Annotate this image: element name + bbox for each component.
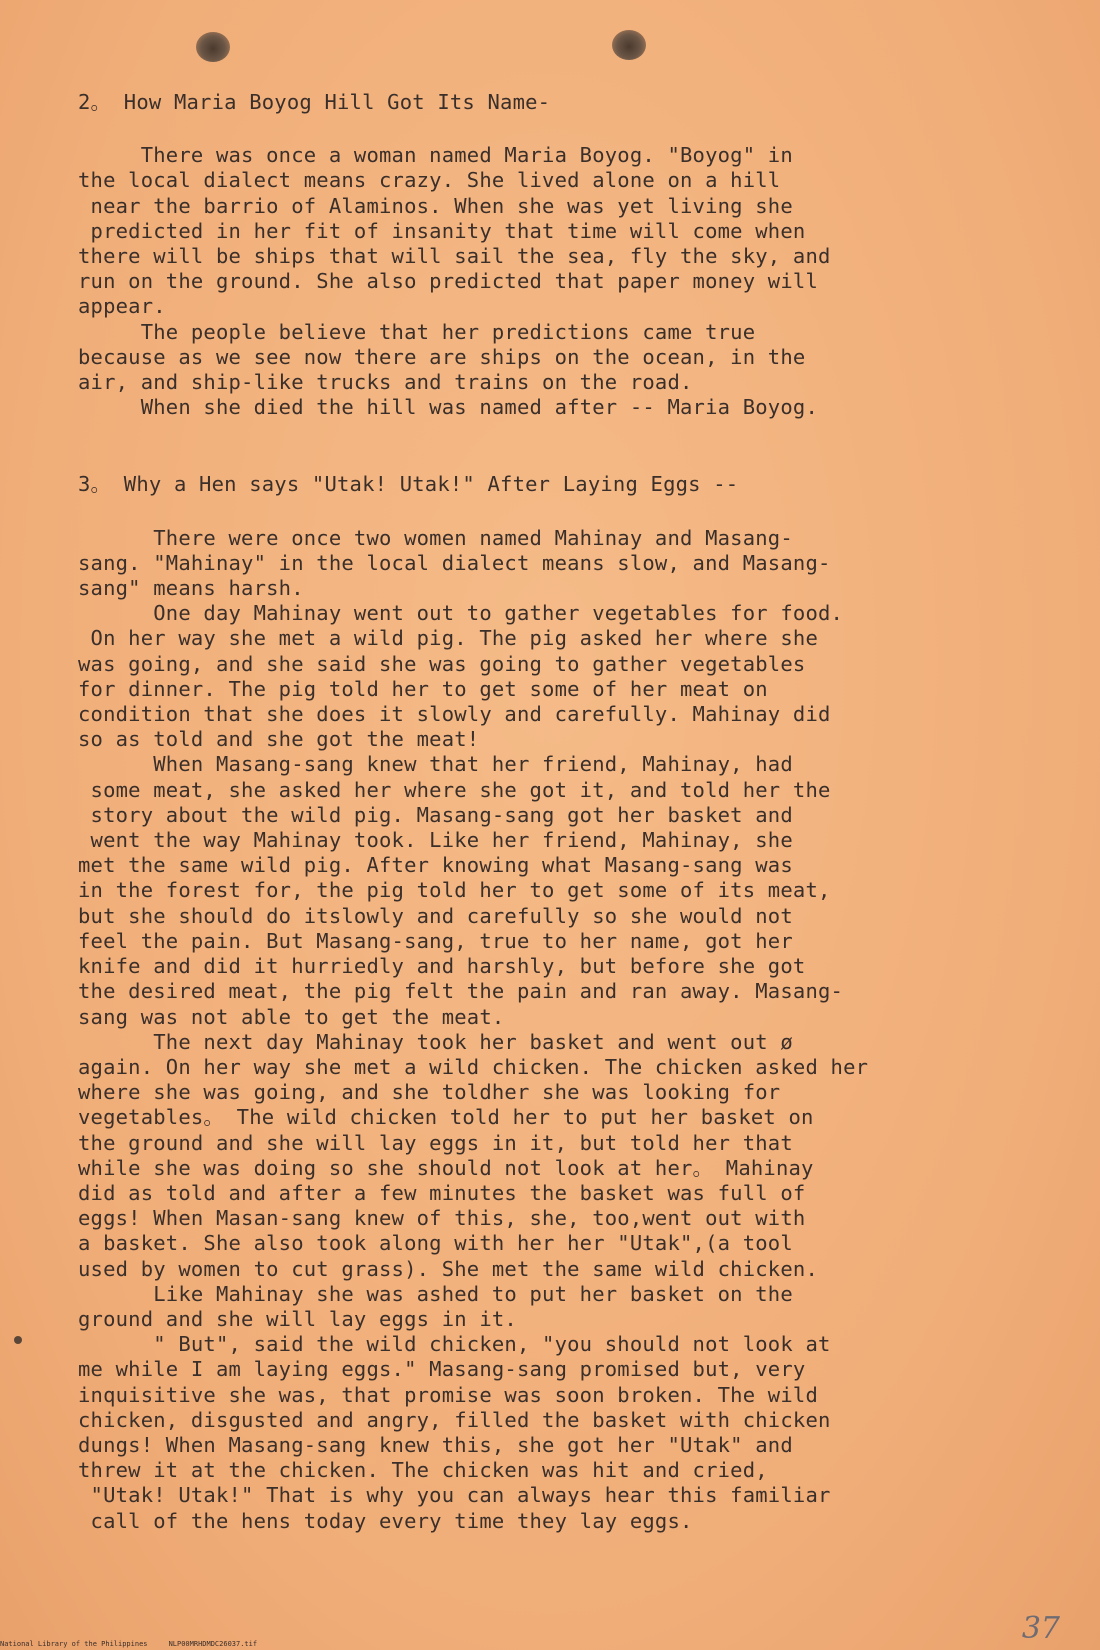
punch-hole-right (612, 30, 646, 60)
text-line: used by women to cut grass). She met the same wild chicken. (78, 1256, 818, 1281)
text-line: sang was not able to get the meat. (78, 1004, 505, 1029)
page-number: 37 (1021, 1611, 1060, 1646)
text-line: vegetables。 The wild chicken told her to put her basket on (78, 1105, 814, 1130)
text-line: air, and ship-like trucks and trains on the road. (78, 370, 693, 395)
text-line: call of the hens today every time they lay eggs. (78, 1508, 693, 1533)
text-line: chicken, disgusted and angry, filled the basket with chicken (78, 1407, 831, 1432)
text-line: condition that she does it slowly and carefully. Mahinay did (78, 702, 831, 727)
typed-text (78, 90, 1038, 1534)
text-line: the local dialect means crazy. She lived alone on a hill (78, 168, 781, 193)
text-line: so as told and she got the meat! (78, 727, 480, 752)
text-line: the desired meat, the pig felt the pain and ran away. Masang- (78, 979, 844, 1004)
text-line: Like Mahinay she was ashed to put her basket on the (78, 1281, 793, 1306)
text-line: ground and she will lay eggs in it. (78, 1306, 517, 1331)
text-line: On her way she met a wild pig. The pig asked her where she (78, 626, 818, 651)
text-line: sang. "Mahinay" in the local dialect means slow, and Masang- (78, 550, 831, 575)
text-line: "Utak! Utak!" That is why you can always hear this familiar (78, 1483, 831, 1508)
text-line: story about the wild pig. Masang-sang got her basket and (78, 802, 793, 827)
text-line: some meat, she asked her where she got it, and told her the (78, 777, 831, 802)
text-line: appear. (78, 294, 166, 319)
text-line: dungs! When Masang-sang knew this, she got her "Utak" and (78, 1432, 793, 1457)
text-line: inquisitive she was, that promise was soon broken. The wild (78, 1382, 818, 1407)
text-line: sang" means harsh. (78, 576, 304, 601)
text-line: for dinner. The pig told her to get some of her meat on (78, 676, 768, 701)
ink-dot (14, 1336, 22, 1344)
text-line: near the barrio of Alaminos. When she was yet living she (78, 193, 793, 218)
text-line: was going, and she said she was going to gather vegetables (78, 651, 806, 676)
text-line: in the forest for, the pig told her to get some of its meat, (78, 878, 831, 903)
archive-footer: National Library of the Philippines NLP00MRHDMDC26037.tif (0, 1640, 258, 1648)
text-line: There was once a woman named Maria Boyog. "Boyog" in (78, 143, 793, 168)
text-line: did as told and after a few minutes the basket was full of (78, 1180, 806, 1205)
text-line: The people believe that her predictions came true (78, 319, 756, 344)
text-line: the ground and she will lay eggs in it, but told her that (78, 1130, 793, 1155)
text-line: predicted in her fit of insanity that time will come when (78, 218, 806, 243)
story-3-body (78, 526, 1038, 1534)
story-2-body (78, 143, 1038, 420)
text-line: feel the pain. But Masang-sang, true to her name, got her (78, 928, 793, 953)
text-line: again. On her way she met a wild chicken. The chicken asked her (78, 1054, 869, 1079)
text-line: When Masang-sang knew that her friend, Mahinay, had (78, 752, 793, 777)
story-2-heading: 2。 How Maria Boyog Hill Got Its Name- (78, 90, 551, 114)
text-line: where she was going, and she toldher she was looking for (78, 1080, 781, 1105)
text-line: because as we see now there are ships on the ocean, in the (78, 344, 806, 369)
text-line: One day Mahinay went out to gather vegetables for food. (78, 601, 844, 626)
text-line: There were once two women named Mahinay and Masang- (78, 525, 793, 550)
punch-hole-left (196, 32, 230, 62)
text-line: knife and did it hurriedly and harshly, but before she got (78, 954, 806, 979)
story-3-heading: 3。 Why a Hen says "Utak! Utak!" After Laying Eggs -- (78, 472, 739, 497)
text-line: a basket. She also took along with her her "Utak",(a tool (78, 1231, 793, 1256)
text-line: When she died the hill was named after -- Maria Boyog. (78, 395, 818, 420)
text-line: there will be ships that will sail the sea, fly the sky, and (78, 244, 831, 269)
text-line: while she was doing so she should not look at her。 Mahinay (78, 1155, 814, 1180)
text-line: went the way Mahinay took. Like her friend, Mahinay, she (78, 828, 793, 853)
text-line: run on the ground. She also predicted that paper money will (78, 269, 818, 294)
text-line: The next day Mahinay took her basket and went out ø (78, 1029, 793, 1054)
text-line: but she should do itslowly and carefully so she would not (78, 903, 793, 928)
text-line: me while I am laying eggs." Masang-sang promised but, very (78, 1357, 806, 1382)
text-line: threw it at the chicken. The chicken was hit and cried, (78, 1458, 768, 1483)
text-line: " But", said the wild chicken, "you should not look at (78, 1332, 831, 1357)
text-line: eggs! When Masan-sang knew of this, she, too,went out with (78, 1206, 806, 1231)
text-line: met the same wild pig. After knowing what Masang-sang was (78, 853, 793, 878)
